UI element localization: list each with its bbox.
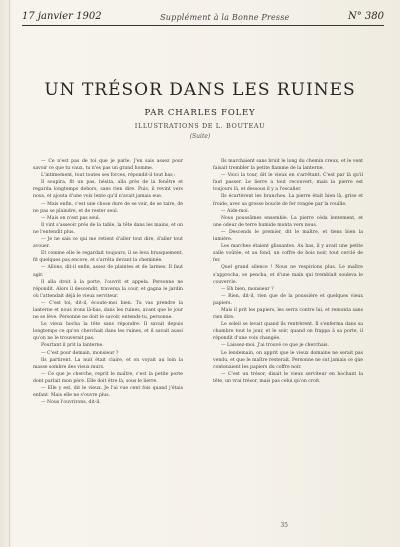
paragraph: Et comme elle le regardait toujours, il se leva brusquement, fit quelques pas encore, et s'arrêta devant la cheminée.: [33, 251, 183, 264]
paragraph: — Aide-moi.: [221, 208, 250, 214]
article-illustrations-credit: ILLUSTRATIONS DE L. BOUTEAU: [134, 122, 266, 130]
paragraph: — Nous l'ouvrirons, dit-il.: [41, 400, 101, 406]
paragraph: Ils marchaient sans bruit le long du chemin creux, et le vent faisait trembler la petite flamme de la lanterne.: [213, 159, 363, 172]
paragraph: — Rien, dit-il, rien que de la poussière et quelques vieux papiers.: [213, 293, 363, 306]
paragraph: L'intimement, tout toutes ses forces, répondit-il tout bas :: [41, 173, 176, 179]
page-header: [22, 6, 384, 26]
article-byline: PAR CHARLES FOLEY: [144, 108, 256, 118]
paragraph: — Mais enfin, c'est une chose dure de se voir, de se taire, de ne pas se plaindre, et de rester seul.: [33, 201, 183, 214]
paragraph: Il alla droit à la porte, l'ouvrit et appela. Personne ne répondit. Alors il descendit, traversa la cour, et gagna le jardin où l'attendait déjà le vieux serviteur.: [33, 279, 183, 299]
paragraph: Pourtant il prit la lanterne.: [41, 343, 104, 349]
paragraph: Ils écartèrent les branches. La pierre était bien là, grise et froide, avec sa grosse boucle de fer rongée par la rouille.: [213, 194, 363, 207]
paragraph: — Allons, dit-il enfin, assez de plaintes et de larmes. Il faut agir.: [33, 265, 183, 278]
paragraph: — Ce que je cherche, reprit le maître, c'est la petite porte dont parlait mon père. Elle doit être là, sous le lierre.: [33, 371, 183, 384]
text-column-right: [213, 158, 363, 385]
paragraph: Ils partirent. La nuit était claire, et on voyait au loin la masse sombre des vieux murs.: [33, 357, 183, 370]
paragraph: — Mais on n'est pas seul.: [41, 215, 101, 221]
paragraph: — Descends le premier, dit le maître, et tiens bien la lumière.: [213, 229, 363, 243]
paragraph: — Eh bien, monsieur ?: [221, 286, 274, 292]
text-column-left: [33, 158, 183, 406]
paragraph: — Ce n'est pas de toi que je parle. J'en sais assez pour savoir ce que tu vaux, tu n'es pas un grand homme.: [33, 159, 183, 172]
paragraph: — Voici la tour, dit le vieux en s'arrêtant. C'est par là qu'il faut passer. Le lierre a tout recouvert, mais la pierre est toujours là, et dessous il y a l'escalier.: [213, 173, 363, 193]
paragraph: Le vieux hocha la tête sans répondre. Il savait depuis longtemps ce qu'on cherchait dans les ruines, et il savait aussi qu'on ne le trouverait pas.: [33, 322, 183, 342]
paragraph: — C'est toi, dit-il, écoute-moi bien. Tu vas prendre la lanterne et nous irons là-bas, dans les ruines, avant que le jour ne se lève. Personne ne doit le savoir, entends-tu, personne.: [33, 300, 183, 321]
header-date: 17 janvier 1902: [22, 11, 102, 22]
header-supplement: Supplément à la Bonne Presse: [160, 13, 290, 22]
paragraph: Quel grand silence ! Nous ne respirions plus. Le maître s'approcha, se pencha, et d'une main qui tremblait souleva le couvercle.: [213, 265, 363, 285]
paragraph: Les marches étaient glissantes. Au bas, il y avait une petite salle voûtée, et au fond, un coffre de bois noir, tout cerclé de fer.: [213, 244, 363, 264]
header-issue-number: N° 380: [347, 11, 384, 22]
paragraph: Mais il prit les papiers, les serra contre lui, et remonta sans rien dire.: [213, 307, 363, 321]
paragraph: — Laissez-moi. J'ai trouvé ce que je cherchais.: [221, 343, 329, 349]
paragraph: Il soupira, fit un pas, hésita, alla près de la fenêtre et regarda longtemps dehors, sans rien dire. Puis, il revint vers nous, et ajouta d'une voix lente qu'il n'avait jamais eue.: [33, 180, 183, 200]
paragraph: Le lendemain, on apprit que le vieux domaine ne serait pas vendu, et que le maître resterait. Personne ne sut jamais ce que contenaient les papiers du coffre noir.: [213, 350, 363, 370]
article-continuation: (Suite): [189, 133, 211, 140]
paragraph: — C'est un trésor, disait le vieux serviteur en hochant la tête, un vrai trésor, mais pas celui qu'on croit.: [213, 371, 363, 384]
paragraph: — C'est pour demain, monsieur ?: [41, 350, 119, 356]
paragraph: Nous poussâmes ensemble. La pierre céda lentement, et une odeur de terre humide monta vers nous.: [213, 215, 363, 228]
paragraph: Le soleil se levait quand ils rentrèrent. Il s'enferma dans sa chambre tout le jour, et le soir, quand on frappa à sa porte, il répondit d'une voix changée.: [213, 322, 363, 342]
page-number: 35: [280, 522, 288, 529]
paragraph: — Je ne sais ce qui me retient d'aller tout dire, d'aller tout avouer.: [33, 237, 183, 250]
paragraph: Il vint s'asseoir près de la table, la tête dans les mains, et on ne l'entendit plus.: [33, 222, 183, 235]
article-title: UN TRÉSOR DANS LES RUINES: [44, 80, 356, 100]
paragraph: — Elle y est, dit le vieux. Je l'ai vue cent fois quand j'étais enfant. Mais elle ne s'ouvre plus.: [33, 386, 183, 399]
